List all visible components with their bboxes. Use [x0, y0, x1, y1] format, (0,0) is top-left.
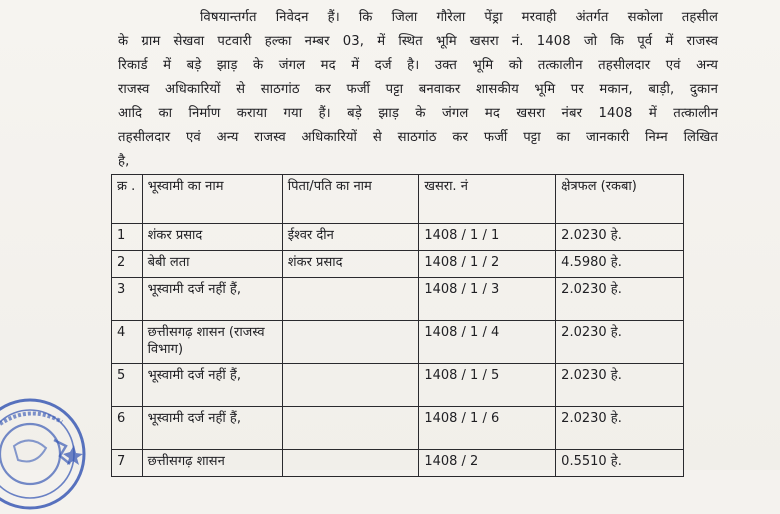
cell-owner: शंकर प्रसाद	[142, 224, 282, 251]
cell-area: 2.0230 हे.	[556, 278, 684, 321]
cell-area: 2.0230 हे.	[556, 407, 684, 450]
cell-serial: 7	[112, 450, 143, 477]
official-seal-stamp	[0, 394, 90, 514]
land-records-table	[111, 174, 684, 477]
cell-father	[282, 407, 419, 450]
cell-father	[282, 364, 419, 407]
table-row	[112, 224, 684, 251]
table-row	[112, 407, 684, 450]
paragraph-line: तहसीलदार एवं अन्य राजस्व अधिकारियों से साठगांठ कर फर्जी पट्टा का जानकारी निम्न लिखित	[118, 130, 718, 145]
header-serial: क्र .	[112, 175, 143, 224]
header-khasra-number: खसरा. नं	[419, 175, 556, 224]
cell-owner: छत्तीसगढ़ शासन (राजस्व विभाग)	[142, 321, 282, 364]
cell-serial: 6	[112, 407, 143, 450]
table-header-row	[112, 175, 684, 224]
cell-father: शंकर प्रसाद	[282, 251, 419, 278]
paragraph-line: के ग्राम सेखवा पटवारी हल्का नम्बर 03, में स्थित भूमि खसरा नं. 1408 जो कि पूर्व में राजस्व	[118, 34, 718, 49]
cell-owner: छत्तीसगढ़ शासन	[142, 450, 282, 477]
paragraph-line: विषयान्तर्गत निवेदन हैं। कि जिला गौरेला पेंड्रा मरवाही अंतर्गत सकोला तहसील	[200, 10, 718, 25]
cell-serial: 2	[112, 251, 143, 278]
cell-father: ईश्वर दीन	[282, 224, 419, 251]
cell-area: 0.5510 हे.	[556, 450, 684, 477]
cell-khasra: 1408 / 2	[419, 450, 556, 477]
paragraph-line: रिकार्ड में बड़े झाड़ के जंगल मद में दर्ज है। उक्त भूमि को तत्कालीन तहसीलदार एवं अन्य	[118, 58, 718, 73]
cell-owner: भूस्वामी दर्ज नहीं हैं,	[142, 364, 282, 407]
cell-area: 4.5980 हे.	[556, 251, 684, 278]
cell-khasra: 1408 / 1 / 5	[419, 364, 556, 407]
cell-owner: भूस्वामी दर्ज नहीं हैं,	[142, 407, 282, 450]
header-father-name: पिता/पति का नाम	[282, 175, 419, 224]
complaint-paragraph	[118, 6, 718, 174]
cell-serial: 5	[112, 364, 143, 407]
paragraph-line: है,	[118, 154, 130, 169]
table-row	[112, 321, 684, 364]
cell-owner: बेबी लता	[142, 251, 282, 278]
table-row	[112, 251, 684, 278]
cell-area: 2.0230 हे.	[556, 321, 684, 364]
header-area: क्षेत्रफल (रकबा)	[556, 175, 684, 224]
cell-father	[282, 450, 419, 477]
header-owner-name: भूस्वामी का नाम	[142, 175, 282, 224]
cell-khasra: 1408 / 1 / 4	[419, 321, 556, 364]
cell-owner: भूस्वामी दर्ज नहीं हैं,	[142, 278, 282, 321]
cell-father	[282, 278, 419, 321]
table-row	[112, 450, 684, 477]
table-row	[112, 364, 684, 407]
cell-khasra: 1408 / 1 / 2	[419, 251, 556, 278]
cell-serial: 1	[112, 224, 143, 251]
paragraph-line: राजस्व अधिकारियों से साठगांठ कर फर्जी पट्टा बनवाकर शासकीय भूमि पर मकान, बाड़ी, दुकान	[118, 82, 718, 97]
cell-father	[282, 321, 419, 364]
cell-khasra: 1408 / 1 / 1	[419, 224, 556, 251]
cell-area: 2.0230 हे.	[556, 364, 684, 407]
cell-khasra: 1408 / 1 / 3	[419, 278, 556, 321]
cell-area: 2.0230 हे.	[556, 224, 684, 251]
table-row	[112, 278, 684, 321]
cell-serial: 3	[112, 278, 143, 321]
cell-khasra: 1408 / 1 / 6	[419, 407, 556, 450]
paragraph-line: आदि का निर्माण कराया गया हैं। बड़े झाड़ के जंगल मद खसरा नंबर 1408 में तत्कालीन	[118, 106, 718, 121]
cell-serial: 4	[112, 321, 143, 364]
